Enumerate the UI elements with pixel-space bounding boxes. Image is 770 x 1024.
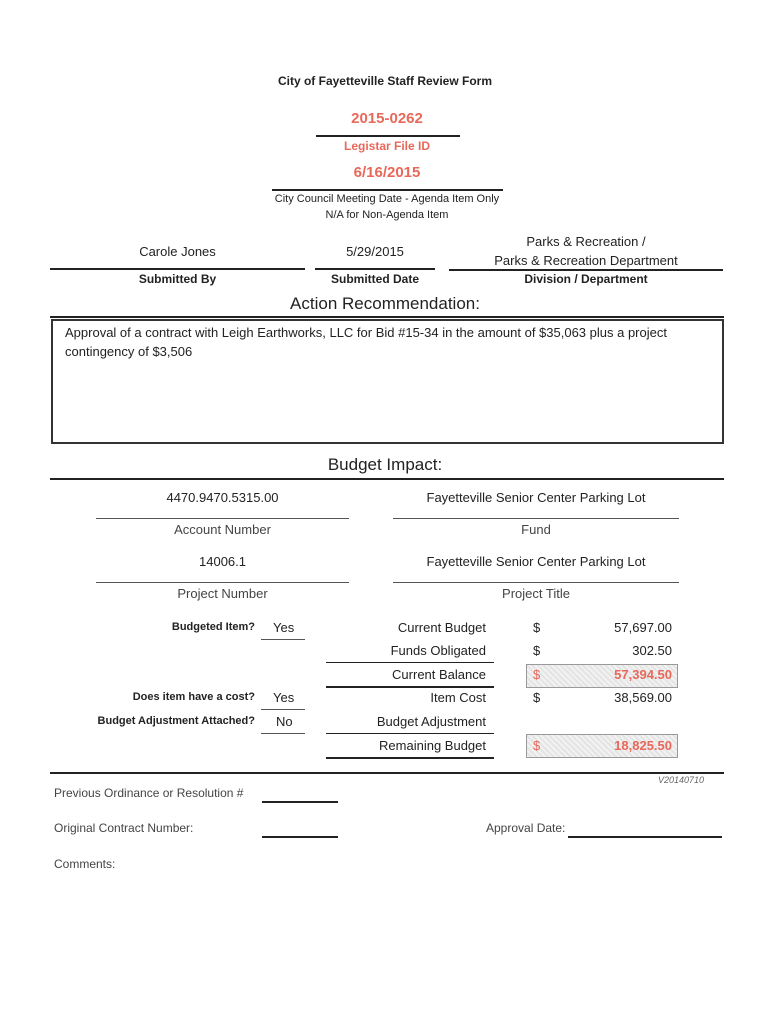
current-balance-value: 57,394.50 bbox=[614, 667, 672, 682]
version-stamp: V20140710 bbox=[657, 775, 704, 785]
current-balance-label: Current Balance bbox=[392, 667, 486, 682]
previous-ordinance-input[interactable] bbox=[262, 801, 338, 803]
current-budget-label: Current Budget bbox=[397, 620, 486, 635]
account-number-underline bbox=[96, 518, 349, 519]
project-title-label: Project Title bbox=[502, 586, 570, 601]
adjustment-attached-underline bbox=[261, 733, 305, 734]
project-title-value: Fayetteville Senior Center Parking Lot bbox=[426, 554, 646, 569]
submitted-by-label: Submitted By bbox=[138, 272, 217, 286]
current-balance-currency: $ bbox=[533, 667, 541, 682]
adjustment-attached-label: Budget Adjustment Attached? bbox=[97, 715, 255, 727]
action-box bbox=[51, 319, 724, 444]
budget-heading: Budget Impact: bbox=[327, 455, 443, 474]
meeting-underline bbox=[272, 189, 503, 191]
funds-obligated-label: Funds Obligated bbox=[390, 643, 486, 658]
submitted-by-value: Carole Jones bbox=[139, 244, 216, 259]
adjustment-attached-value: No bbox=[276, 714, 293, 729]
has-cost-value: Yes bbox=[273, 690, 295, 705]
division-value-2: Parks & Recreation Department bbox=[494, 253, 678, 268]
submitted-by-underline bbox=[50, 268, 305, 270]
form-title: City of Fayetteville Staff Review Form bbox=[277, 74, 493, 88]
project-title-underline bbox=[393, 582, 679, 583]
project-number-underline bbox=[96, 582, 349, 583]
project-number-label: Project Number bbox=[177, 586, 268, 601]
comments-label: Comments: bbox=[54, 857, 116, 871]
meeting-date: 6/16/2015 bbox=[353, 164, 421, 181]
meeting-label-1: City Council Meeting Date - Agenda Item Only bbox=[274, 193, 500, 205]
funds-obligated-rule bbox=[326, 662, 494, 663]
remaining-budget-currency: $ bbox=[533, 738, 541, 753]
legistar-label: Legistar File ID bbox=[343, 139, 431, 153]
remaining-budget-value: 18,825.50 bbox=[614, 738, 672, 753]
has-cost-underline bbox=[261, 709, 305, 710]
fund-label: Fund bbox=[521, 522, 551, 537]
budget-heading-rule bbox=[50, 478, 724, 480]
budget-adjustment-label: Budget Adjustment bbox=[376, 714, 486, 729]
original-contract-input[interactable] bbox=[262, 836, 338, 838]
action-text-1: Approval of a contract with Leigh Earthworks, LLC for Bid #15-34 in the amount of $35,063 plus a project bbox=[65, 325, 667, 340]
meeting-label-2: N/A for Non-Agenda Item bbox=[325, 209, 449, 221]
account-number-value: 4470.9470.5315.00 bbox=[166, 490, 279, 505]
budget-footer-rule bbox=[50, 772, 724, 774]
has-cost-label: Does item have a cost? bbox=[132, 691, 255, 703]
division-value-1: Parks & Recreation / bbox=[526, 234, 646, 249]
current-budget-value: 57,697.00 bbox=[614, 620, 672, 635]
fund-underline bbox=[393, 518, 679, 519]
account-number-label: Account Number bbox=[174, 522, 271, 537]
division-underline bbox=[449, 269, 723, 271]
item-cost-label: Item Cost bbox=[430, 690, 486, 705]
budgeted-item-value: Yes bbox=[273, 620, 295, 635]
division-label: Division / Department bbox=[524, 272, 648, 286]
item-cost-currency: $ bbox=[533, 690, 541, 705]
budgeted-item-underline bbox=[261, 639, 305, 640]
approval-date-input[interactable] bbox=[568, 836, 722, 838]
project-number-value: 14006.1 bbox=[199, 554, 246, 569]
current-budget-currency: $ bbox=[533, 620, 541, 635]
remaining-budget-rule bbox=[326, 757, 494, 759]
remaining-budget-label: Remaining Budget bbox=[379, 738, 486, 753]
legistar-underline bbox=[316, 135, 460, 137]
approval-date-label: Approval Date: bbox=[486, 821, 566, 835]
submitted-date-underline bbox=[315, 268, 435, 270]
current-balance-rule bbox=[326, 686, 494, 688]
legistar-id: 2015-0262 bbox=[351, 110, 423, 127]
submitted-date-value: 5/29/2015 bbox=[346, 244, 404, 259]
budget-adjustment-rule bbox=[326, 733, 494, 734]
submitted-date-label: Submitted Date bbox=[330, 272, 419, 286]
original-contract-label: Original Contract Number: bbox=[54, 821, 194, 835]
previous-ordinance-label: Previous Ordinance or Resolution # bbox=[54, 786, 244, 800]
fund-value: Fayetteville Senior Center Parking Lot bbox=[426, 490, 646, 505]
funds-obligated-currency: $ bbox=[533, 643, 541, 658]
item-cost-value: 38,569.00 bbox=[614, 690, 672, 705]
budgeted-item-label: Budgeted Item? bbox=[171, 621, 255, 633]
action-text-2: contingency of $3,506 bbox=[65, 344, 193, 359]
action-heading: Action Recommendation: bbox=[290, 294, 480, 313]
action-heading-rule bbox=[50, 316, 724, 318]
funds-obligated-value: 302.50 bbox=[632, 643, 672, 658]
